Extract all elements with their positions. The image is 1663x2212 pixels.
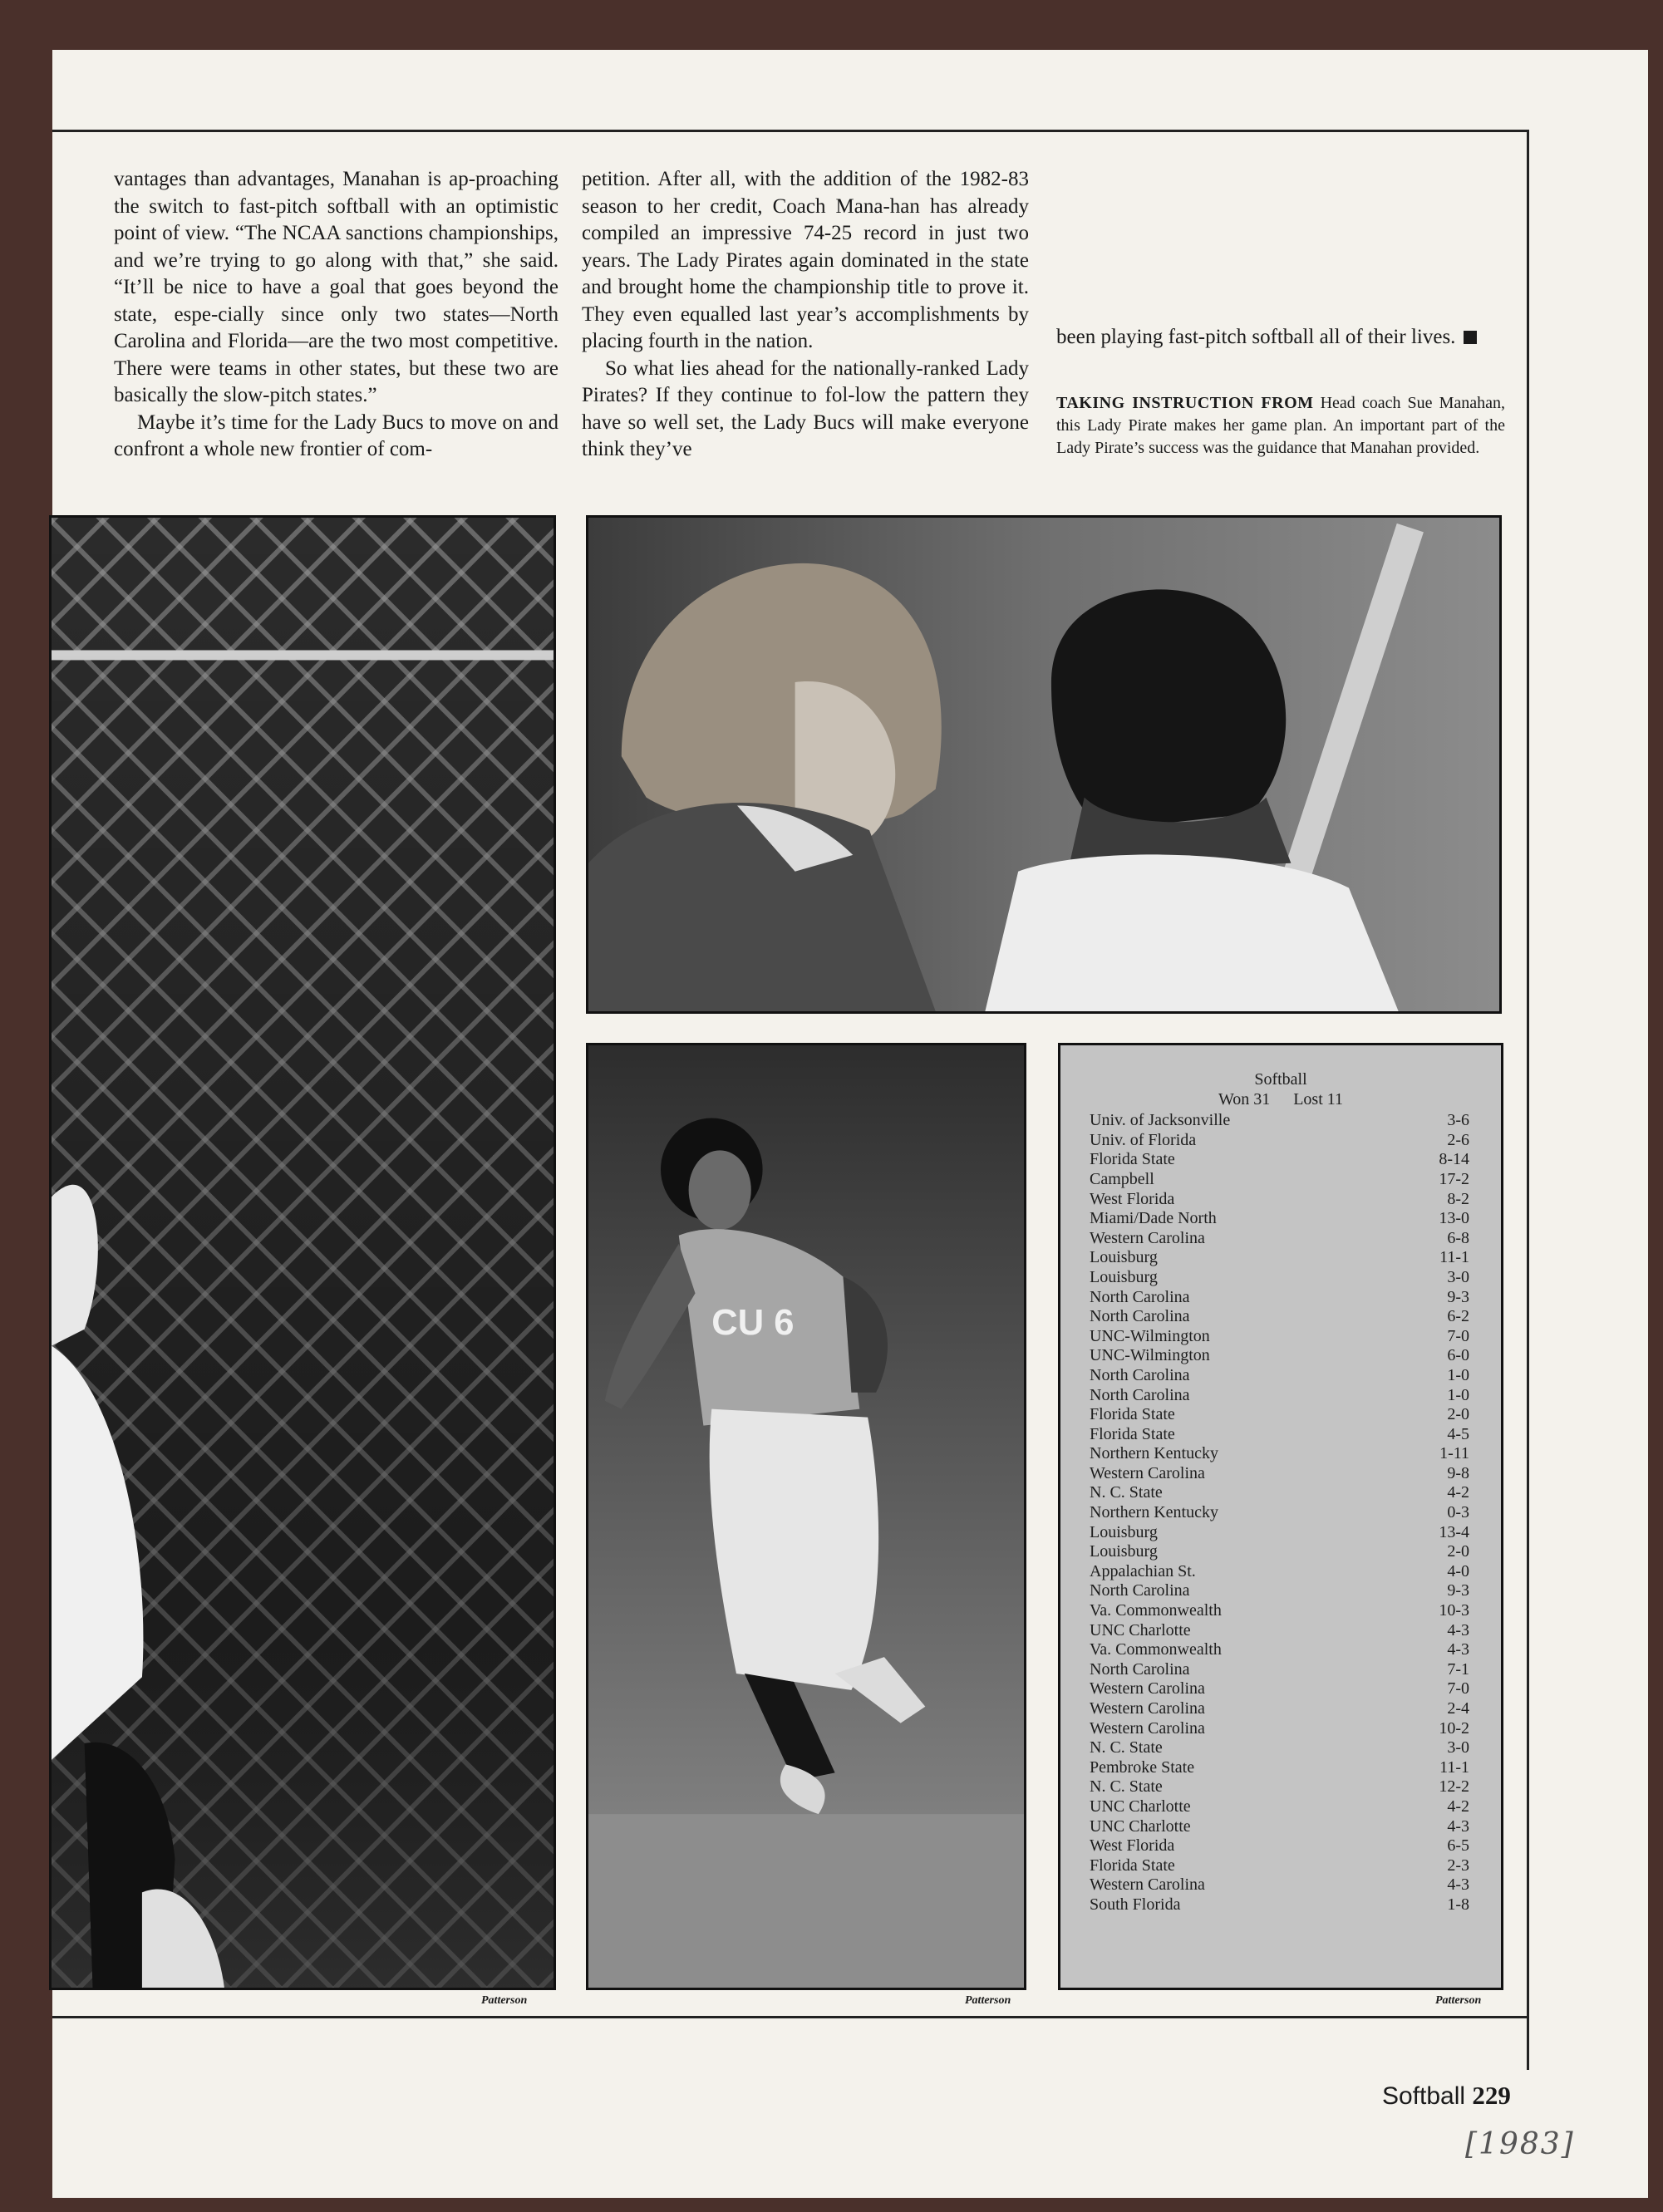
opponent-name: N. C. State	[1090, 1483, 1163, 1502]
article-paragraph: Maybe it’s time for the Lady Bucs to move on and confront a whole new frontier of com-	[114, 410, 558, 460]
table-row	[1090, 1758, 1469, 1778]
opponent-name: UNC-Wilmington	[1090, 1326, 1210, 1345]
opponent-name: Western Carolina	[1090, 1228, 1205, 1247]
game-score: 4-3	[1447, 1620, 1469, 1639]
opponent-name: Florida State	[1090, 1405, 1175, 1424]
photo-credit-right: Patterson	[1435, 1994, 1482, 2007]
table-row	[1090, 1444, 1469, 1464]
opponent-name: Miami/Dade North	[1090, 1209, 1217, 1228]
table-row	[1090, 1405, 1469, 1425]
opponent-name: Florida State	[1090, 1856, 1175, 1875]
photo-coach-player-image	[588, 518, 1499, 1011]
article-column-1	[114, 166, 558, 464]
opponent-name: Northern Kentucky	[1090, 1444, 1218, 1463]
folio-page-number: 229	[1472, 2081, 1511, 2110]
right-rule	[1527, 130, 1529, 2070]
table-row	[1090, 1679, 1469, 1699]
table-row	[1090, 1738, 1469, 1758]
opponent-name: Va. Commonwealth	[1090, 1601, 1222, 1620]
table-row	[1090, 1229, 1469, 1249]
opponent-name: West Florida	[1090, 1836, 1175, 1856]
game-score: 3-0	[1447, 1738, 1469, 1757]
article-paragraph: petition. After all, with the addition of the 1982-83 season to her credit, Coach Mana-han has already compiled an impressive 74-25 record in just two years. The Lady Pirates again dominated in the state and brought home the championship title to prove it. They even equalled last year’s accomplishments by placing fourth in the nation.	[582, 168, 1029, 352]
table-row	[1090, 1581, 1469, 1601]
opponent-name: Northern Kentucky	[1090, 1503, 1218, 1522]
opponent-name: North Carolina	[1090, 1287, 1190, 1306]
opponent-name: UNC Charlotte	[1090, 1797, 1191, 1816]
opponent-name: N. C. State	[1090, 1738, 1163, 1757]
table-row	[1090, 1190, 1469, 1210]
game-score: 13-4	[1439, 1522, 1469, 1541]
table-row	[1090, 1719, 1469, 1739]
opponent-name: Campbell	[1090, 1169, 1154, 1188]
table-row	[1090, 1366, 1469, 1386]
game-score: 13-0	[1439, 1209, 1469, 1228]
page-sheet	[52, 50, 1648, 2198]
opponent-name: Appalachian St.	[1090, 1561, 1196, 1580]
table-row	[1090, 1288, 1469, 1308]
opponent-name: Western Carolina	[1090, 1463, 1205, 1482]
photo-caption	[1056, 392, 1505, 460]
game-score: 1-0	[1447, 1365, 1469, 1384]
table-row	[1090, 1307, 1469, 1327]
photo-fence-player-image	[52, 518, 554, 1988]
table-row	[1090, 1248, 1469, 1268]
opponent-name: UNC-Wilmington	[1090, 1346, 1210, 1365]
game-score: 7-1	[1447, 1659, 1469, 1679]
table-row	[1090, 1346, 1469, 1366]
opponent-name: Western Carolina	[1090, 1718, 1205, 1738]
game-score: 11-1	[1439, 1248, 1469, 1267]
top-rule	[52, 130, 1528, 132]
game-score: 2-6	[1447, 1130, 1469, 1149]
table-row	[1090, 1895, 1469, 1915]
game-score: 2-0	[1447, 1405, 1469, 1424]
game-score: 4-3	[1447, 1640, 1469, 1659]
game-score: 0-3	[1447, 1503, 1469, 1522]
opponent-name: Univ. of Jacksonville	[1090, 1111, 1231, 1130]
opponent-name: N. C. State	[1090, 1777, 1163, 1797]
photo-coach-player	[586, 515, 1502, 1014]
opponent-name: Florida State	[1090, 1424, 1175, 1443]
game-score: 2-0	[1447, 1542, 1469, 1561]
table-row	[1090, 1523, 1469, 1543]
bottom-rule	[52, 2016, 1528, 2018]
table-row	[1090, 1542, 1469, 1562]
table-row	[1090, 1797, 1469, 1817]
handwritten-year: [1983]	[1465, 2127, 1575, 2161]
game-score: 10-3	[1439, 1601, 1469, 1620]
opponent-name: UNC Charlotte	[1090, 1620, 1191, 1639]
game-score: 8-14	[1439, 1150, 1469, 1169]
table-row	[1090, 1817, 1469, 1837]
game-score: 6-2	[1447, 1307, 1469, 1326]
table-row	[1090, 1170, 1469, 1190]
opponent-name: North Carolina	[1090, 1581, 1190, 1600]
table-row	[1090, 1111, 1469, 1131]
opponent-name: Western Carolina	[1090, 1699, 1205, 1718]
opponent-name: North Carolina	[1090, 1659, 1190, 1679]
opponent-name: Louisburg	[1090, 1542, 1158, 1561]
game-score: 4-0	[1447, 1561, 1469, 1580]
game-score: 9-8	[1447, 1463, 1469, 1482]
game-score: 9-3	[1447, 1581, 1469, 1600]
game-score: 10-2	[1439, 1718, 1469, 1738]
photo-credit-left: Patterson	[481, 1994, 528, 2007]
game-score: 2-3	[1447, 1856, 1469, 1875]
table-row	[1090, 1483, 1469, 1503]
win-loss-record	[1060, 1090, 1501, 1110]
game-score: 9-3	[1447, 1287, 1469, 1306]
article-paragraph: So what lies ahead for the nationally-ranked Lady Pirates? If they continue to fol-low the pattern they have so well set, the Lady Bucs will make everyone think they’ve	[582, 356, 1029, 460]
game-score: 6-0	[1447, 1346, 1469, 1365]
table-row	[1090, 1268, 1469, 1288]
end-mark-icon	[1464, 331, 1477, 344]
game-score: 6-5	[1447, 1836, 1469, 1856]
table-row	[1090, 1621, 1469, 1641]
photo-player-running	[586, 1043, 1026, 1990]
table-row	[1090, 1464, 1469, 1484]
opponent-name: North Carolina	[1090, 1307, 1190, 1326]
article-column-3	[1056, 324, 1505, 351]
game-score: 4-5	[1447, 1424, 1469, 1443]
opponent-name: North Carolina	[1090, 1385, 1190, 1404]
opponent-name: Louisburg	[1090, 1267, 1158, 1286]
game-score: 7-0	[1447, 1326, 1469, 1345]
game-score: 1-11	[1439, 1444, 1469, 1463]
game-score: 2-4	[1447, 1699, 1469, 1718]
opponent-name: Western Carolina	[1090, 1875, 1205, 1895]
table-row	[1090, 1640, 1469, 1660]
game-score: 1-8	[1447, 1895, 1469, 1914]
caption-text: Head coach Sue Manahan, this Lady Pirate makes her game plan. An important part of the Lady Pirate’s success was the guidance that Manahan provided.	[1056, 394, 1505, 457]
table-row	[1090, 1209, 1469, 1229]
game-score: 7-0	[1447, 1679, 1469, 1698]
game-score: 6-8	[1447, 1228, 1469, 1247]
table-row	[1090, 1856, 1469, 1876]
article-column-2	[582, 166, 1029, 464]
photo-fence-player	[49, 515, 556, 1990]
table-title: Softball	[1254, 1070, 1307, 1089]
article-paragraph-end	[1056, 324, 1505, 351]
game-score: 11-1	[1439, 1757, 1469, 1777]
opponent-name: Western Carolina	[1090, 1679, 1205, 1698]
losses: Lost 11	[1293, 1089, 1344, 1108]
game-score: 12-2	[1439, 1777, 1469, 1797]
table-row	[1090, 1699, 1469, 1719]
table-row	[1090, 1836, 1469, 1856]
page-folio	[1382, 2081, 1511, 2111]
opponent-name: Florida State	[1090, 1150, 1175, 1169]
game-score: 3-6	[1447, 1111, 1469, 1130]
opponent-name: North Carolina	[1090, 1365, 1190, 1384]
jersey-number: CU 6	[711, 1303, 795, 1344]
game-score: 3-0	[1447, 1267, 1469, 1286]
table-row	[1090, 1660, 1469, 1680]
opponent-name: South Florida	[1090, 1895, 1181, 1914]
season-record-table	[1058, 1043, 1503, 1990]
table-row	[1090, 1150, 1469, 1170]
game-score: 1-0	[1447, 1385, 1469, 1404]
opponent-name: West Florida	[1090, 1189, 1175, 1208]
photo-credit-middle: Patterson	[965, 1994, 1011, 2007]
opponent-name: Va. Commonwealth	[1090, 1640, 1222, 1659]
table-row	[1090, 1777, 1469, 1797]
article-closing-text: been playing fast-pitch softball all of their lives.	[1056, 326, 1456, 348]
table-row	[1090, 1327, 1469, 1347]
opponent-name: Univ. of Florida	[1090, 1130, 1197, 1149]
caption-lead: TAKING INSTRUCTION FROM	[1056, 394, 1314, 412]
table-row	[1090, 1601, 1469, 1621]
game-score: 8-2	[1447, 1189, 1469, 1208]
game-score: 4-3	[1447, 1875, 1469, 1895]
game-score: 4-2	[1447, 1483, 1469, 1502]
table-row	[1090, 1562, 1469, 1582]
table-row	[1090, 1875, 1469, 1895]
photo-player-running-image	[588, 1045, 1024, 1988]
table-row	[1090, 1503, 1469, 1523]
opponent-name: Pembroke State	[1090, 1757, 1195, 1777]
folio-section: Softball	[1382, 2082, 1466, 2110]
table-row	[1090, 1131, 1469, 1151]
game-score: 4-3	[1447, 1816, 1469, 1836]
article-paragraph: vantages than advantages, Manahan is ap-proaching the switch to fast-pitch softball with an optimistic point of view. “The NCAA sanctions championships, and we’re trying to go along with that,” she said. “It’ll be nice to have a goal that goes beyond the state, espe-cially since only two states—North Carolina and Florida—are the two most competitive. There were teams in other states, but these two are basically the slow-pitch states.”	[114, 168, 558, 406]
table-row	[1090, 1386, 1469, 1406]
wins: Won 31	[1218, 1089, 1271, 1108]
table-row	[1090, 1425, 1469, 1445]
game-score: 4-2	[1447, 1797, 1469, 1816]
opponent-name: UNC Charlotte	[1090, 1816, 1191, 1836]
games-list	[1060, 1111, 1501, 1915]
opponent-name: Louisburg	[1090, 1248, 1158, 1267]
game-score: 17-2	[1439, 1169, 1469, 1188]
opponent-name: Louisburg	[1090, 1522, 1158, 1541]
